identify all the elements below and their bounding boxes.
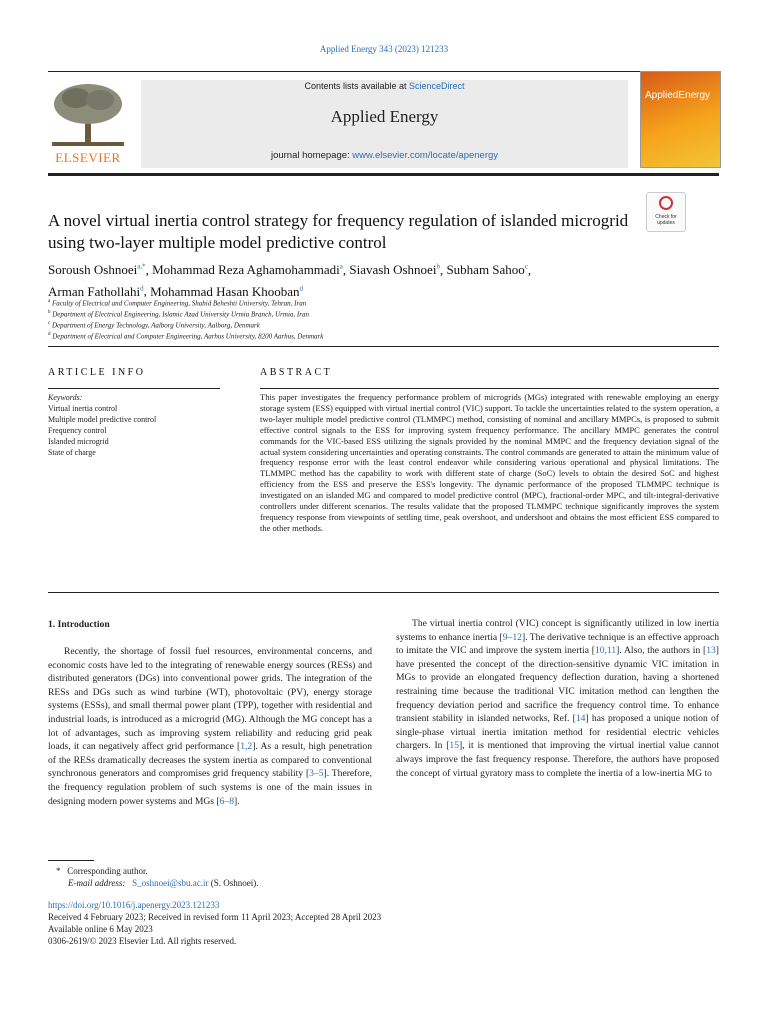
keywords-list <box>48 403 156 458</box>
author-list: Soroush Oshnoei$^{a,*}$, Mohammad Reza Aghamohammadi$^a$, Siavash Oshnoei$^b$, Subham Sahoo$^c$, Arman Fathollahi$^d$, Mohammad Hasan Khooban$^d$ <box>48 262 532 299</box>
affiliation: $^c$ Department of Energy Technology, Aalborg University, Aalborg, Denmark <box>48 321 260 330</box>
citation-link[interactable]: 6–8 <box>219 795 234 807</box>
keyword: State of charge <box>48 448 96 457</box>
affiliation: $^b$ Department of Electrical Engineering, Islamic Azad University Urmia Branch, Urmia, Iran <box>48 310 309 319</box>
abstract-heading: ABSTRACT <box>260 367 333 378</box>
footnote-rule <box>48 860 94 861</box>
abstract-bottom-rule <box>48 592 719 593</box>
homepage-line <box>141 150 628 161</box>
publisher-name: ELSEVIER <box>55 150 121 165</box>
keyword: Multiple model predictive control <box>48 415 157 424</box>
check-for-updates-button[interactable] <box>646 192 686 232</box>
journal-cover-image <box>640 71 721 168</box>
author[interactable]: Arman Fathollahi$^d$ <box>48 283 144 299</box>
author[interactable]: Mohammad Hasan Khooban$^d$ <box>150 283 304 299</box>
contents-line <box>141 81 628 91</box>
received-dates: Received 4 February 2023; Received in revised form 11 April 2023; Accepted 28 April 2023 <box>48 912 382 922</box>
homepage-prefix: journal homepage: <box>270 150 353 161</box>
affiliation-bottom-rule <box>48 346 719 347</box>
article-info-heading: ARTICLE INFO <box>48 367 146 378</box>
abstract-text: This paper investigates the frequency performance problem of microgrids (MGs) integrated with renewable employing an energy storage system (ESS) equipped with virtual inertial control (VIC) support. To tackle the uncertainties related to the system operation, a two-layer multiple model predictive control (TLMMPC) method, consisting of nominal and ancillary MMPCs, is proposed to submit effective control signals to the ESS for improving system frequency performance. The ancillary MMPC generates the control commands for the VIC-based ESS utilizing the signals provided by the nominal MMPC and the frequency deviation signal of the actual system considering uncertainties and operating constraints. The control commands are generated to attain the minimum value of frequency response error with the least control endeavor while considering various operational and physical limitations. The TLMMPC method has the capability to work with different state of charge (SoC) levels to obtain the desired SoC and highest efficiency from the ESS and preserve the ESS's longevity. The dynamic performance of the proposed TLMMPC technique is investigated on an islanded MG and compared to model predictive control (MPC), fractional-order MPC, and tilt-integral-derivative controllers under different scenarios. The results validate that the proposed TLMMPC technique significantly improves the system frequency response from viewpoints of settling time, peak overshoot, and undershoot and obtains the most efficient ESS compared to the other methods. <box>260 392 719 533</box>
doi-link[interactable]: https://doi.org/10.1016/j.apenergy.2023.121233 <box>48 900 220 910</box>
update-icon <box>659 196 673 210</box>
citation-link[interactable]: 14 <box>575 713 586 725</box>
email-link[interactable]: S_oshnoei@sbu.ac.ir <box>132 878 209 888</box>
citation-link[interactable]: 13 <box>706 645 716 657</box>
copyright: 0306-2619/© 2023 Elsevier Ltd. All rights reserved. <box>48 936 237 946</box>
citation-link[interactable]: 1,2 <box>240 741 253 753</box>
author[interactable]: Siavash Oshnoei$^b$ <box>349 262 440 278</box>
masthead-bottom-rule <box>48 173 719 176</box>
affiliation: $^a$ Faculty of Electrical and Computer Engineering, Shahid Beheshti University, Tehran, Iran <box>48 299 307 308</box>
contents-prefix: Contents lists available at <box>304 81 410 91</box>
affiliation: $^d$ Department of Electrical and Computer Engineering, Aarhus University, 8200 Aarhus, Denmark <box>48 332 324 341</box>
available-online: Available online 6 May 2023 <box>48 924 153 934</box>
citation-link[interactable]: 15 <box>449 740 460 752</box>
keyword: Frequency control <box>48 426 107 435</box>
keywords-rule <box>48 388 220 389</box>
journal-title: Applied Energy <box>330 107 439 126</box>
keyword: Islanded microgrid <box>48 437 109 446</box>
intro-paragraph-right: The virtual inertia control (VIC) concept is significantly utilized in low inertia systems to enhance inertia [9–12]. The derivative technique is an effective approach to imitate the VIC and improve the system inertia [10,11]. Also, the authors in [13] have presented the concept of the direction-sensitive dynamic VIC imitation in MGs to provide an elongated frequency deflection duration, having a shortened restraining time because the traditional VIC imitation method can lengthen the frequency deviation period and sacrifice the frequency control time. To enhance transient stability in islanded networks, Ref. [14] has proposed a unique notion of single-phase virtual inertia imitation method for residential electric vehicles chargers. In [15], it is mentioned that improving the virtual inertial value cannot always improve the fast frequency response. Therefore, the authors have proposed the concept of virtual gyratory mass to complete the inertia of a low-inertia MG to <box>396 618 720 779</box>
article-title: A novel virtual inertia control strategy for frequency regulation of islanded microgrid using two-layer multiple model predictive control <box>48 211 629 252</box>
email-note: E-mail address: S_oshnoei@sbu.ac.ir (S. Oshnoei). <box>68 878 259 888</box>
keywords-label: Keywords: <box>48 393 83 402</box>
cover-journal-name: AppliedEnergy <box>645 90 711 101</box>
citation-link[interactable]: 3–5 <box>309 768 324 780</box>
sciencedirect-link[interactable]: ScienceDirect <box>409 81 465 91</box>
citation-link[interactable]: 10,11 <box>594 645 617 657</box>
corresponding-author-note: * Corresponding author. <box>56 866 148 876</box>
top-rule <box>48 71 719 72</box>
author[interactable]: Soroush Oshnoei$^{a,*}$ <box>48 262 146 278</box>
author[interactable]: Mohammad Reza Aghamohammadi$^a$ <box>152 262 343 278</box>
journal-reference[interactable]: Applied Energy 343 (2023) 121233 <box>319 44 449 54</box>
homepage-link[interactable]: www.elsevier.com/locate/apenergy <box>352 150 499 161</box>
keyword: Virtual inertia control <box>48 404 118 413</box>
check-updates-label: Check for updates <box>655 214 677 226</box>
citation-link[interactable]: 9–12 <box>502 631 522 643</box>
abstract-rule <box>260 388 719 389</box>
author[interactable]: Subham Sahoo$^c$ <box>446 262 528 278</box>
section-heading-introduction: 1. Introduction <box>48 619 110 630</box>
intro-paragraph-left: Recently, the shortage of fossil fuel resources, environmental concerns, and economic costs have led to the integrating of renewable energy sources (RESs) and distributed generators (DGs) into conventional power grids. The integration of the RESs and DGs such as wind turbine (WT), photovoltaic (PV), energy storage systems (ESSs), and small thermal power plant (TPP), together with residential and industrial loads, is introduced as a microgrid (MG). Although the MG concept has a lot of advantages, such as improving system reliability and reducing grid peak loads, it can negatively affect grid performance [1,2]. As a result, high penetration of the RESs dramatically decreases the system inertia as compared to conventional synchronous generators and compromises grid frequency stability [3–5]. Therefore, the frequency regulation problem of such systems is one of the main issues in designing modern power systems and MGs [6–8]. <box>48 646 373 807</box>
